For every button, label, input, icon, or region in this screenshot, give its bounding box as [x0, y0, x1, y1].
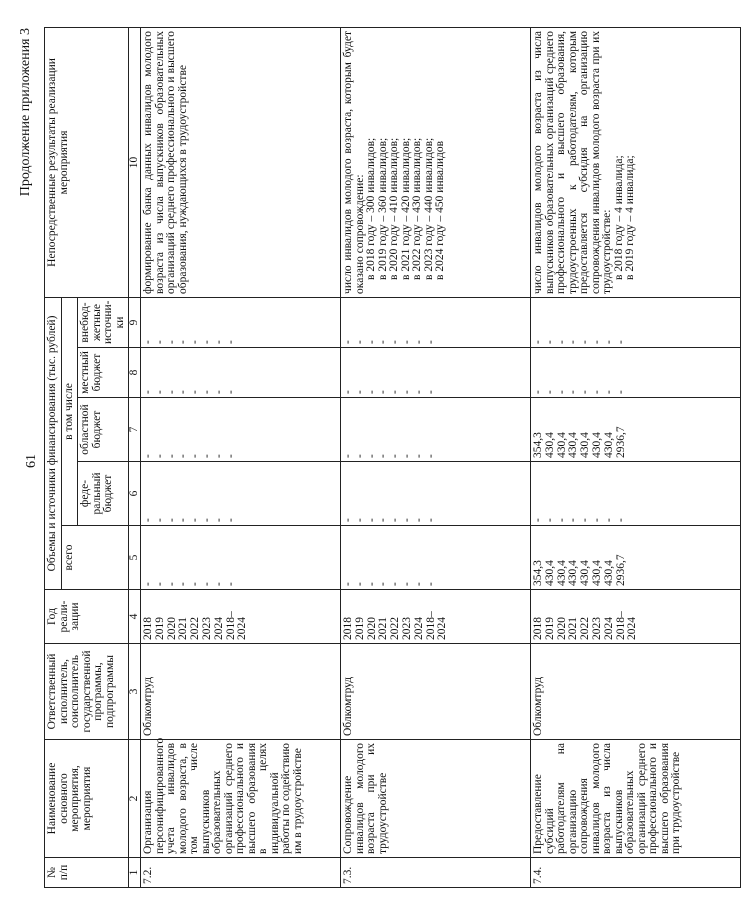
row-years-value: 2022 [389, 617, 402, 640]
result-line: в 2024 году – 450 инвалидов [434, 140, 446, 280]
table-body [141, 27, 741, 887]
row-regional-value: - [365, 454, 378, 458]
row-regional-value: - [212, 454, 225, 458]
col-num: 9 [129, 297, 141, 347]
row-name: Предоставление субсидий работодателям на организацию сопровождения инвалидов молодого возраста из числа выпускников образовательных организаций среднего профессионального и высшего образования при трудоустройстве [531, 740, 741, 858]
row-extra-value: - [353, 340, 366, 344]
row-extra-value: - [579, 340, 592, 344]
row-regional-value: - [189, 454, 202, 458]
row-federal-value: - [532, 518, 544, 522]
row-regional [141, 398, 341, 462]
row-extra-value: - [614, 340, 627, 344]
row-total-value: - [342, 582, 354, 586]
row-number: 7.4. [531, 858, 741, 888]
row-local [141, 348, 341, 398]
row-local-value: - [579, 390, 592, 394]
col-num: 7 [129, 398, 141, 462]
row-regional-value: 2936,7 [614, 426, 627, 458]
program-table [44, 27, 741, 888]
row-local-value: - [543, 390, 556, 394]
row-result [341, 27, 531, 297]
row-regional-value: - [424, 454, 437, 458]
row-regional-value: 430,4 [579, 432, 592, 458]
row-federal-value: - [590, 518, 603, 522]
row-years-value: 2020 [165, 617, 178, 640]
row-local-value: - [177, 390, 190, 394]
row-total-value: - [200, 582, 213, 586]
row-federal-value: - [153, 518, 166, 522]
row-extra [531, 297, 741, 347]
row-extra-value: - [567, 340, 580, 344]
row-local-value: - [555, 390, 568, 394]
row-years-value: 2018–2024 [224, 611, 249, 640]
row-total-value: 430,4 [590, 560, 603, 586]
row-years-value: 2018 [342, 617, 354, 640]
head-name: Наименование основного мероприятия, мероприятия [45, 740, 129, 858]
row-years-value: 2024 [412, 617, 425, 640]
row-years-value: 2018–2024 [614, 611, 639, 640]
row-total-value: - [177, 582, 190, 586]
row-local-value: - [165, 390, 178, 394]
row-total [341, 526, 531, 590]
row-name: Сопровождение инвалидов молодого возраста при их трудоустройстве [341, 740, 531, 858]
row-years-value: 2021 [567, 617, 580, 640]
row-regional-value: - [342, 454, 354, 458]
row-extra-value: - [153, 340, 166, 344]
row-years-value: 2018 [142, 617, 154, 640]
row-years-value: 2023 [200, 617, 213, 640]
col-num: 8 [129, 348, 141, 398]
row-federal-value: - [614, 518, 627, 522]
row-total-value: - [224, 582, 237, 586]
table-row [531, 27, 741, 887]
row-local-value: - [142, 390, 154, 394]
row-total [141, 526, 341, 590]
result-line: в 2018 году – 300 инвалидов; [365, 137, 377, 280]
row-extra-value: - [189, 340, 202, 344]
row-name: Организация персонифицированного учета инвалидов молодого возраста, в том числе выпускников образовательных организаций среднего профессионального и высшего образования в целях индивидуальной работы по содействию им в трудоустройстве [141, 740, 341, 858]
row-local-value: - [212, 390, 225, 394]
row-extra-value: - [365, 340, 378, 344]
row-extra-value: - [177, 340, 190, 344]
result-text: формирование банка данных инвалидов молодого возраста из числа выпускников образовательных организаций среднего профессионального и высшего образования, нуждающихся в трудоустройстве [142, 30, 189, 294]
row-total [531, 526, 741, 590]
row-federal-value: - [389, 518, 402, 522]
row-regional-value: - [389, 454, 402, 458]
row-extra-value: - [389, 340, 402, 344]
row-extra-value: - [377, 340, 390, 344]
row-years-value: 2019 [153, 617, 166, 640]
row-extra [141, 297, 341, 347]
row-total-value: - [377, 582, 390, 586]
row-years-value: 2018–2024 [424, 611, 449, 640]
row-extra-value: - [532, 340, 544, 344]
row-local-value: - [353, 390, 366, 394]
row-local-value: - [590, 390, 603, 394]
row-local [531, 348, 741, 398]
row-years-value: 2018 [532, 617, 544, 640]
table-row [341, 27, 531, 887]
row-federal-value: - [142, 518, 154, 522]
row-regional-value: 430,4 [543, 432, 556, 458]
row-regional-value: - [224, 454, 237, 458]
col-num: 10 [129, 27, 141, 297]
row-extra-value: - [342, 340, 354, 344]
continuation-title: Продолжение приложения 3 [18, 28, 33, 197]
head-result: Непосредственные результаты реализации мероприятия [45, 27, 129, 297]
head-regional: областной бюджет [78, 398, 129, 462]
column-number-row [129, 27, 141, 887]
row-federal [141, 462, 341, 526]
row-extra-value: - [602, 340, 615, 344]
row-extra-value: - [212, 340, 225, 344]
row-local-value: - [342, 390, 354, 394]
row-local-value: - [614, 390, 627, 394]
row-extra [341, 297, 531, 347]
head-total: всего [61, 526, 129, 590]
row-total-value: - [400, 582, 413, 586]
row-years-value: 2023 [400, 617, 413, 640]
row-total-value: - [153, 582, 166, 586]
row-federal [341, 462, 531, 526]
row-local-value: - [189, 390, 202, 394]
row-total-value: 430,4 [555, 560, 568, 586]
row-total-value: - [412, 582, 425, 586]
row-federal-value: - [543, 518, 556, 522]
head-federal: феде-ральный бюджет [78, 462, 129, 526]
row-local-value: - [532, 390, 544, 394]
col-num: 3 [129, 644, 141, 740]
head-funding: Объемы и источники финансирования (тыс. рублей) [45, 297, 62, 589]
row-federal-value: - [579, 518, 592, 522]
col-num: 5 [129, 526, 141, 590]
row-local-value: - [377, 390, 390, 394]
col-num: 6 [129, 462, 141, 526]
row-local-value: - [153, 390, 166, 394]
row-federal-value: - [353, 518, 366, 522]
row-federal-value: - [377, 518, 390, 522]
row-years [531, 590, 741, 644]
row-total-value: 430,4 [579, 560, 592, 586]
row-regional-value: 430,4 [555, 432, 568, 458]
row-local-value: - [567, 390, 580, 394]
col-num: 4 [129, 590, 141, 644]
row-local [341, 348, 531, 398]
row-number: 7.2. [141, 858, 341, 888]
row-regional [341, 398, 531, 462]
row-regional-value: 430,4 [602, 432, 615, 458]
row-total-value: - [424, 582, 437, 586]
row-local-value: - [200, 390, 213, 394]
row-local-value: - [412, 390, 425, 394]
row-regional-value: - [412, 454, 425, 458]
row-extra-value: - [224, 340, 237, 344]
row-federal-value: - [177, 518, 190, 522]
row-executor: Облкомтруд [341, 644, 531, 740]
row-federal-value: - [400, 518, 413, 522]
row-years [341, 590, 531, 644]
row-years-value: 2019 [543, 617, 556, 640]
result-line: в 2019 году – 360 инвалидов; [376, 137, 389, 280]
table-row [141, 27, 341, 887]
row-years-value: 2023 [590, 617, 603, 640]
row-years-value: 2024 [212, 617, 225, 640]
row-total-value: - [365, 582, 378, 586]
row-federal-value: - [200, 518, 213, 522]
row-years-value: 2019 [353, 617, 366, 640]
row-federal-value: - [224, 518, 237, 522]
row-total-value: - [212, 582, 225, 586]
row-total-value: 2936,7 [614, 554, 627, 586]
row-regional-value: - [377, 454, 390, 458]
row-result [141, 27, 341, 297]
col-num: 2 [129, 740, 141, 858]
row-federal-value: - [342, 518, 354, 522]
row-regional-value: 430,4 [590, 432, 603, 458]
row-local-value: - [602, 390, 615, 394]
row-years-value: 2020 [365, 617, 378, 640]
row-regional-value: - [200, 454, 213, 458]
row-extra-value: - [400, 340, 413, 344]
row-years-value: 2022 [189, 617, 202, 640]
row-federal-value: - [165, 518, 178, 522]
row-total-value: 430,4 [567, 560, 580, 586]
row-result [531, 27, 741, 297]
row-total-value: - [389, 582, 402, 586]
row-federal-value: - [567, 518, 580, 522]
row-extra-value: - [424, 340, 437, 344]
result-line: в 2018 году – 4 инвалида; [612, 155, 625, 280]
row-federal-value: - [424, 518, 437, 522]
row-years [141, 590, 341, 644]
row-regional-value: 430,4 [567, 432, 580, 458]
row-federal-value: - [555, 518, 568, 522]
row-total-value: - [353, 582, 366, 586]
row-extra-value: - [165, 340, 178, 344]
row-total-value: 354,3 [532, 560, 544, 586]
head-executor: Ответственный исполнитель, соисполнитель государственной программы, подпрограммы [45, 644, 129, 740]
result-intro: число инвалидов молодого возраста, которым будет оказано сопровождение: [342, 30, 366, 294]
row-years-value: 2021 [177, 617, 190, 640]
row-regional-value: 354,3 [532, 432, 544, 458]
rotated-page [18, 28, 682, 888]
row-federal-value: - [365, 518, 378, 522]
row-total-value: 430,4 [602, 560, 615, 586]
row-federal [531, 462, 741, 526]
row-federal-value: - [602, 518, 615, 522]
row-federal-value: - [412, 518, 425, 522]
row-total-value: - [165, 582, 178, 586]
col-num: 1 [129, 858, 141, 888]
row-executor: Облкомтруд [531, 644, 741, 740]
result-line: в 2021 году – 420 инвалидов; [399, 137, 412, 280]
row-regional-value: - [153, 454, 166, 458]
row-years-value: 2024 [602, 617, 615, 640]
row-extra-value: - [555, 340, 568, 344]
row-extra-value: - [200, 340, 213, 344]
result-intro: число инвалидов молодого возраста из числа выпускников образовательных организаций среднего профессионального и высшего образования, трудоустроенных к работодателям, которым предоставляется субсидия на организацию сопровождения инвалидов молодого возраста при их трудоустройстве: [532, 30, 613, 294]
row-total-value: - [142, 582, 154, 586]
result-line: в 2020 году – 410 инвалидов; [388, 137, 400, 280]
row-years-value: 2020 [555, 617, 568, 640]
row-total-value: 430,4 [543, 560, 556, 586]
row-years-value: 2022 [579, 617, 592, 640]
row-regional-value: - [142, 454, 154, 458]
row-local-value: - [424, 390, 437, 394]
row-regional [531, 398, 741, 462]
row-local-value: - [389, 390, 402, 394]
row-federal-value: - [212, 518, 225, 522]
row-regional-value: - [353, 454, 366, 458]
row-extra-value: - [590, 340, 603, 344]
head-incl: в том числе [61, 297, 78, 525]
row-local-value: - [400, 390, 413, 394]
header-row-1 [45, 27, 62, 887]
row-federal-value: - [189, 518, 202, 522]
row-extra-value: - [412, 340, 425, 344]
row-regional-value: - [177, 454, 190, 458]
row-total-value: - [189, 582, 202, 586]
row-extra-value: - [142, 340, 154, 344]
head-num: № п/п [45, 858, 129, 888]
head-local: местный бюджет [78, 348, 129, 398]
page-number: 61 [24, 454, 39, 468]
row-regional-value: - [165, 454, 178, 458]
row-local-value: - [224, 390, 237, 394]
row-regional-value: - [400, 454, 413, 458]
result-line: в 2023 году – 440 инвалидов; [422, 137, 435, 280]
row-local-value: - [365, 390, 378, 394]
row-extra-value: - [543, 340, 556, 344]
head-extra: внебюд-жетные источни-ки [78, 297, 129, 347]
result-line: в 2022 году – 430 инвалидов; [411, 137, 423, 280]
row-years-value: 2021 [377, 617, 390, 640]
head-year: Год реали-зации [45, 590, 129, 644]
row-executor: Облкомтруд [141, 644, 341, 740]
row-number: 7.3. [341, 858, 531, 888]
result-line: в 2019 году – 4 инвалида; [624, 155, 636, 280]
